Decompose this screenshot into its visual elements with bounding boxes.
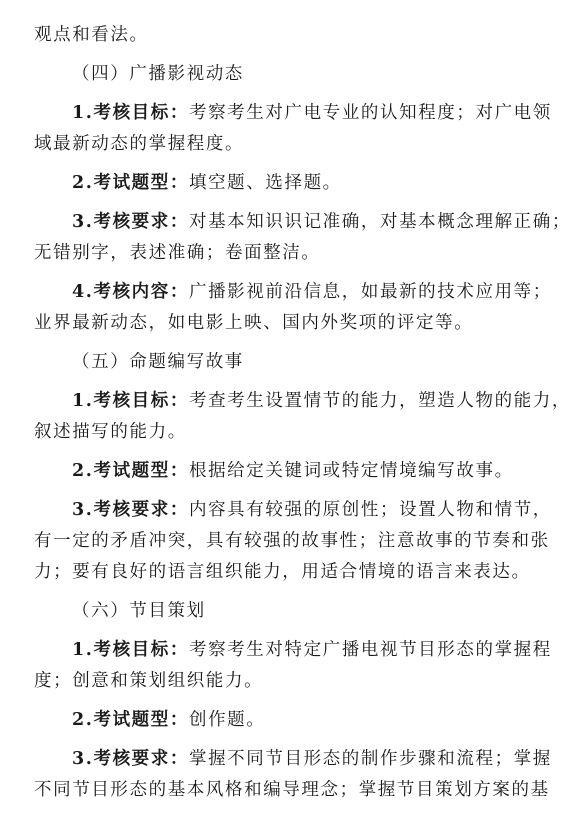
item-label: 1.考核目标：: [72, 391, 189, 411]
text-line: [34, 495, 564, 526]
text-line: 度；创意和策划组织能力。: [34, 671, 264, 691]
section-heading-5: （五）命题编写故事: [72, 352, 244, 372]
item-text: 创作题。: [188, 710, 266, 730]
item-text: 填空题、选择题。: [188, 173, 342, 193]
item-label: 1.考核目标：: [72, 103, 189, 123]
item-label: 2.考试题型：: [72, 461, 189, 481]
item-text: 内容具有较强的原创性；设置人物和情节，: [188, 500, 552, 520]
text-line: 域最新动态的掌握程度。: [34, 134, 245, 154]
item-text: 考察考生对广电专业的认知程度；对广电领: [188, 103, 552, 123]
text-line: [34, 277, 564, 308]
item-text: 根据给定关键词或特定情境编写故事。: [188, 461, 514, 481]
s4-item-3: [34, 207, 571, 269]
s4-item-1: [34, 98, 564, 160]
text-line: [34, 456, 564, 487]
s5-item-3: [34, 495, 564, 588]
item-text: 掌握不同节目形态的制作步骤和流程；掌握: [188, 749, 552, 769]
item-text: 考查考生设置情节的能力，塑造人物的能力，: [188, 391, 571, 411]
item-text: 广播影视前沿信息，如最新的技术应用等；: [188, 282, 552, 302]
text-line: 有一定的矛盾冲突，具有较强的故事性；注意故事的节奏和张: [34, 531, 550, 551]
text-line: 力；要有良好的语言组织能力，用适合情境的语言来表达。: [34, 562, 531, 582]
s4-item-4: [34, 277, 564, 339]
item-label: 2.考试题型：: [72, 710, 189, 730]
s6-item-3: [34, 744, 564, 806]
item-label: 4.考核内容：: [72, 282, 189, 302]
section-heading-4: （四）广播影视动态: [72, 64, 244, 84]
text-line: 业界最新动态，如电影上映、国内外奖项的评定等。: [34, 313, 474, 333]
text-line: [34, 207, 571, 238]
s4-item-2: [34, 168, 564, 199]
item-label: 3.考核要求：: [72, 500, 189, 520]
text-line: [34, 635, 564, 666]
text-line: [34, 98, 564, 129]
item-label: 3.考核要求：: [72, 749, 189, 769]
item-label: 2.考试题型：: [72, 173, 189, 193]
s5-item-1: [34, 386, 571, 448]
item-text: 考察考生对特定广播电视节目形态的掌握程: [188, 640, 552, 660]
text-line: 叙述描写的能力。: [34, 422, 187, 442]
text-line: [34, 744, 564, 775]
s6-item-1: [34, 635, 564, 697]
text-line: 观点和看法。: [34, 25, 149, 45]
s5-item-2: [34, 456, 564, 487]
item-label: 1.考核目标：: [72, 640, 189, 660]
text-line: [34, 705, 564, 736]
text-line: [34, 168, 564, 199]
text-line: 不同节目形态的基本风格和编导理念；掌握节目策划方案的基: [34, 780, 550, 800]
paragraph-continuation: [34, 20, 564, 51]
text-line: [34, 386, 571, 417]
document-page: [34, 20, 571, 814]
text-line: 无错别字，表述准确；卷面整洁。: [34, 243, 321, 263]
item-label: 3.考核要求：: [72, 212, 189, 232]
section-heading-6: （六）节目策划: [72, 601, 206, 621]
s6-item-2: [34, 705, 564, 736]
item-text: 对基本知识识记准确，对基本概念理解正确；: [188, 212, 571, 232]
